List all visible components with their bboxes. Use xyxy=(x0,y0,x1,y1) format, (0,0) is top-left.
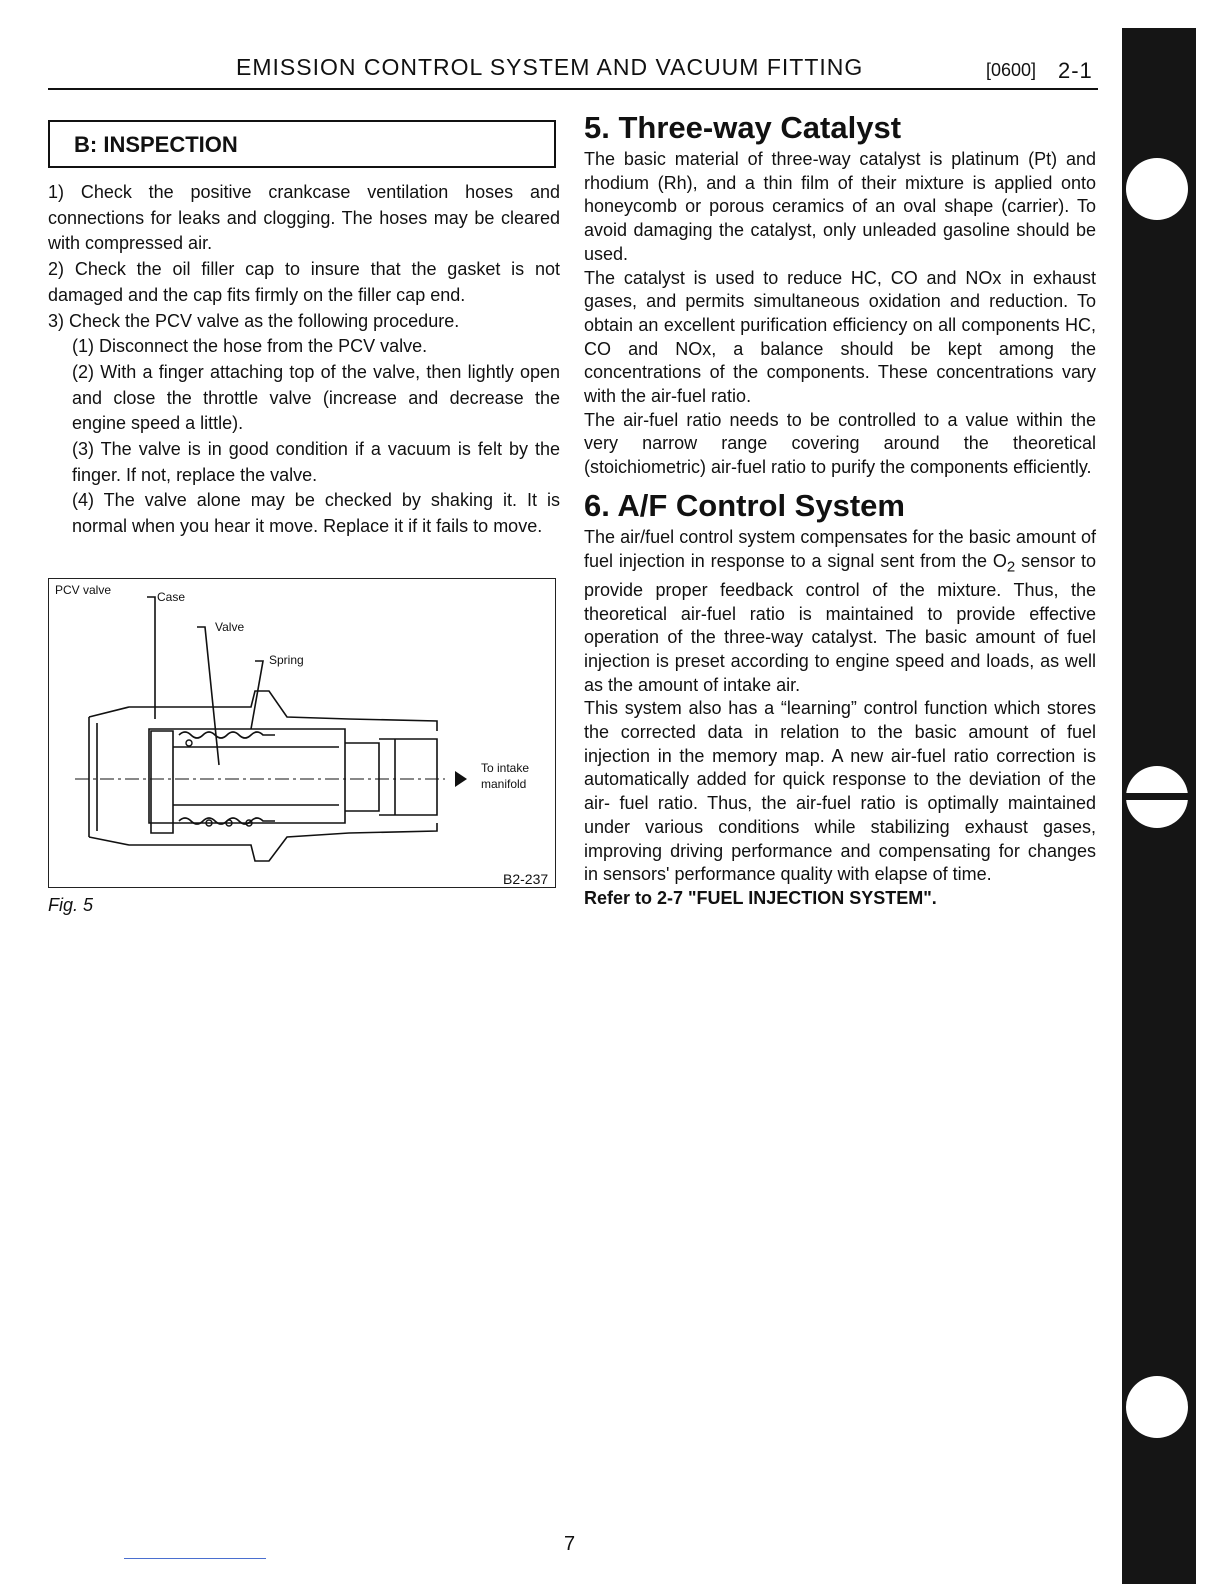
inspection-steps xyxy=(48,180,560,540)
pcv-valve-figure xyxy=(48,578,556,888)
af-text-after: sensor to provide proper feedback control of the mixture. Thus, the theoretical air-fuel ratio is maintained to provide effective operation of the three-way catalyst. The basic amount of fuel injection is preset according to engine speed and loads, as well as the amount of intake air. xyxy=(584,550,1096,695)
header-rule xyxy=(48,88,1098,90)
label-case: Case xyxy=(157,590,186,604)
af-text-before: The air/fuel control system compensates for the basic amount of fuel injection in response to a signal sent from the O xyxy=(584,526,1096,571)
inspection-substep: (1) Disconnect the hose from the PCV valve. xyxy=(72,336,428,357)
footer-rule xyxy=(124,1558,266,1559)
fuel-injection-reference: Refer to 2-7 "FUEL INJECTION SYSTEM". xyxy=(584,887,937,908)
section-code: [0600] xyxy=(986,60,1037,80)
figure-caption: Fig. 5 xyxy=(48,895,94,915)
page-header-title: EMISSION CONTROL SYSTEM AND VACUUM FITTING xyxy=(236,54,864,80)
pcv-valve-diagram xyxy=(49,579,555,887)
inspection-step: 2) Check the oil filler cap to insure that the gasket is not damaged and the cap fits firmly on the filler cap end. xyxy=(48,259,560,305)
arrow-right-icon xyxy=(455,771,467,787)
catalyst-paragraph: The basic material of three-way catalyst is platinum (Pt) and rhodium (Rh), and a thin film of their mixture is applied onto honeycomb or porous ceramics of an oval shape (carrier). To avoid damaging the catalyst, only unleaded gasoline should be used. xyxy=(584,149,1096,264)
label-spring: Spring xyxy=(269,653,304,667)
af-control-paragraph: This system also has a “learning” control function which stores the corrected data in relation to the basic amount of fuel injection in the memory map. A new air-fuel ratio correction is automatically added for quick response to the deviation of the air- fuel ratio. Thus, the air-fuel ratio is optimally maintained under various conditions while stabilizing exhaust gases, improving driving performance and compensating for changes in sensors' performance quality with elapse of time. xyxy=(584,698,1096,885)
af-control-paragraph xyxy=(584,526,1096,698)
catalyst-heading: 5. Three-way Catalyst xyxy=(584,110,902,145)
inspection-substep: (3) The valve is in good condition if a vacuum is felt by the finger. If not, replace the valve. xyxy=(72,439,560,485)
label-to-intake: To intake xyxy=(481,761,530,775)
page-number: 7 xyxy=(564,1533,576,1555)
label-pcv-valve: PCV valve xyxy=(55,583,112,597)
inspection-substep: (2) With a finger attaching top of the valve, then lightly open and close the throttle valve (increase and decrease the engine speed a little). xyxy=(72,361,560,434)
inspection-substep: (4) The valve alone may be checked by shaking it. It is normal when you hear it move. Replace it if it fails to move. xyxy=(72,490,560,537)
figure-code: B2-237 xyxy=(503,871,549,887)
inspection-step: 1) Check the positive crankcase ventilation hoses and connections for leaks and clogging. The hoses may be cleared with compressed air. xyxy=(48,182,560,254)
inspection-heading-box xyxy=(48,120,556,168)
label-valve: Valve xyxy=(215,620,245,634)
label-manifold: manifold xyxy=(481,777,527,791)
punch-hole-icon xyxy=(1126,766,1188,828)
catalyst-paragraph: The catalyst is used to reduce HC, CO and NOx in exhaust gases, and permits simultaneous oxidation and reduction. To obtain an excellent purification efficiency on all components HC, CO and NOx, a balance should be kept among the concentrations of the components. These concentrations vary with the air-fuel ratio. xyxy=(584,267,1096,407)
punch-hole-icon xyxy=(1126,158,1188,220)
catalyst-paragraph: The air-fuel ratio needs to be controlled to a value within the very narrow range covering around the theoretical (stoichiometric) air-fuel ratio to purify the components efficiently. xyxy=(584,409,1096,478)
punch-hole-icon xyxy=(1126,1376,1188,1438)
page-reference: 2-1 xyxy=(1058,58,1093,83)
inspection-step: 3) Check the PCV valve as the following procedure. xyxy=(48,310,460,331)
af-control-heading: 6. A/F Control System xyxy=(584,487,905,523)
right-column xyxy=(584,108,1096,911)
o2-subscript: 2 xyxy=(1006,558,1016,576)
inspection-heading: B: INSPECTION xyxy=(74,132,238,157)
